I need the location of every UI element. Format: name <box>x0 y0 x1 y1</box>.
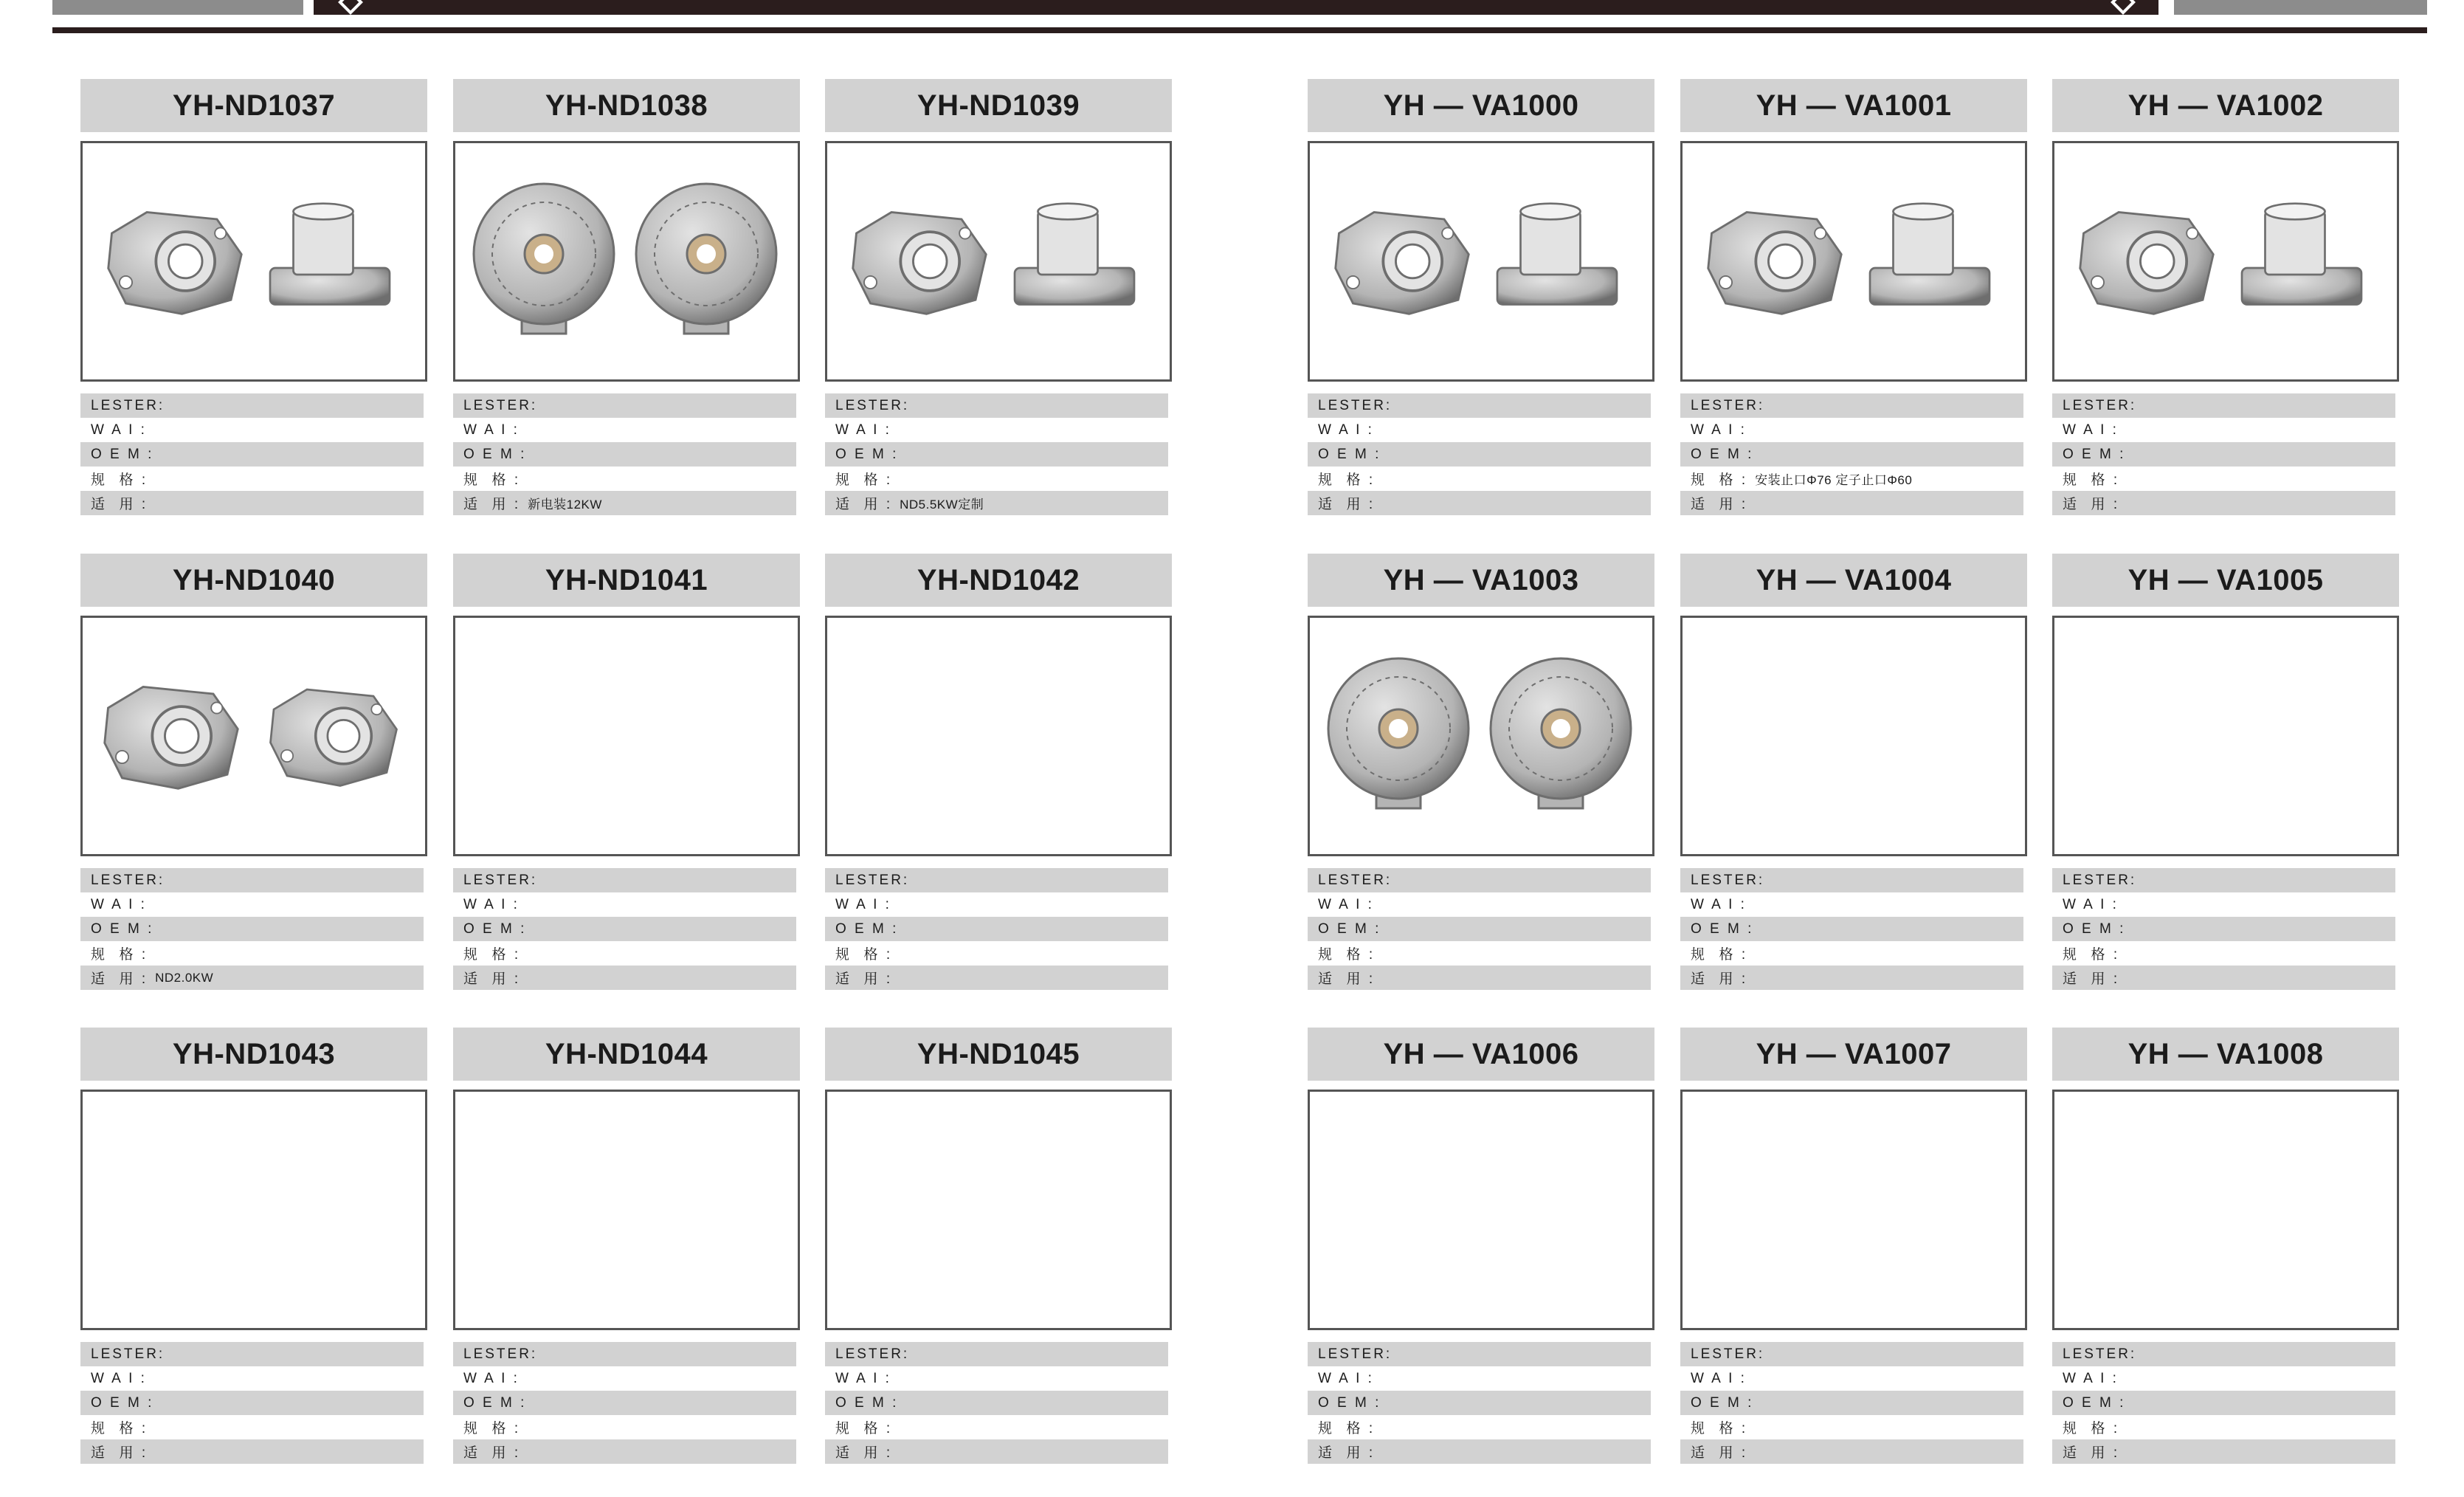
spec-label-use: 适 用 : <box>2063 1445 2120 1461</box>
spec-row-wai <box>2052 892 2395 917</box>
spec-row-wai <box>80 1366 424 1391</box>
spec-label-wai: W A I : <box>835 1370 891 1386</box>
header-grey-block-left <box>52 0 303 15</box>
spec-row-lester <box>2052 868 2395 892</box>
spec-row-oem <box>80 917 424 941</box>
product-code-label: YH — VA1006 <box>1308 1028 1654 1081</box>
product-code-label: YH — VA1008 <box>2052 1028 2399 1081</box>
spec-label-spec: 规 格 : <box>1318 1421 1376 1436</box>
diamond-icon-right <box>2111 0 2136 15</box>
spec-row-spec <box>453 467 796 491</box>
spec-row-use <box>1680 491 2023 515</box>
spec-row-oem <box>825 1391 1168 1415</box>
spec-label-use: 适 用 : <box>835 971 893 987</box>
spec-row-wai <box>1680 418 2023 442</box>
product-card <box>825 554 1172 990</box>
spec-row-oem <box>453 917 796 941</box>
product-code-label: YH — VA1003 <box>1308 554 1654 607</box>
product-photo-frame <box>1680 141 2027 382</box>
spec-row-oem <box>1308 917 1651 941</box>
spec-label-spec: 规 格 : <box>835 947 893 963</box>
spec-row-lester <box>1680 393 2023 418</box>
header-rule <box>52 27 2427 33</box>
product-card <box>453 1028 800 1464</box>
spec-list <box>825 393 1172 515</box>
spec-label-spec: 规 格 : <box>2063 472 2120 488</box>
spec-label-oem: O E M : <box>835 920 899 937</box>
product-card <box>1680 1028 2027 1464</box>
spec-row-use <box>80 491 424 515</box>
spec-label-oem: O E M : <box>1691 920 1754 937</box>
spec-list <box>80 393 427 515</box>
spec-list <box>453 1342 800 1464</box>
product-photo-frame <box>1308 1090 1654 1330</box>
spec-label-use: 适 用 : <box>2063 497 2120 512</box>
spec-row-spec <box>1680 1415 2023 1439</box>
spec-label-use: 适 用 : <box>463 1445 521 1461</box>
starter-housing-pair-photo <box>1683 143 2025 379</box>
spec-label-spec: 规 格 : <box>1318 947 1376 963</box>
product-photo-frame <box>825 1090 1172 1330</box>
spec-row-oem <box>1680 1391 2023 1415</box>
spec-row-lester <box>825 393 1168 418</box>
spec-label-oem: O E M : <box>2063 1394 2126 1411</box>
spec-row-wai <box>2052 418 2395 442</box>
product-photo-frame <box>453 1090 800 1330</box>
spec-row-spec <box>825 1415 1168 1439</box>
spec-row-lester <box>1308 1342 1651 1366</box>
spec-label-use: 适 用 : <box>1318 971 1376 987</box>
product-card <box>825 1028 1172 1464</box>
product-card <box>453 79 800 515</box>
product-code-label: YH-ND1043 <box>80 1028 427 1081</box>
product-card <box>825 79 1172 515</box>
product-photo-frame <box>1308 616 1654 856</box>
spec-label-lester: LESTER: <box>91 397 165 413</box>
drive-end-bracket-pair-photo <box>83 618 425 854</box>
spec-label-lester: LESTER: <box>835 397 910 413</box>
spec-row-oem <box>2052 442 2395 467</box>
product-card <box>2052 79 2399 515</box>
spec-row-wai <box>453 892 796 917</box>
spec-label-lester: LESTER: <box>91 1346 165 1362</box>
spec-value-use: ND2.0KW <box>155 970 214 985</box>
spec-label-wai: W A I : <box>1691 1370 1747 1386</box>
spec-label-use: 适 用 : <box>91 971 148 987</box>
spec-row-oem <box>1680 442 2023 467</box>
spec-row-oem <box>1308 1391 1651 1415</box>
spec-label-lester: LESTER: <box>1691 1346 1765 1362</box>
product-card <box>1680 79 2027 515</box>
product-card <box>80 1028 427 1464</box>
spec-row-spec <box>453 941 796 966</box>
spec-label-lester: LESTER: <box>91 872 165 888</box>
spec-row-spec <box>2052 1415 2395 1439</box>
product-card <box>1308 79 1654 515</box>
spec-label-lester: LESTER: <box>1691 872 1765 888</box>
spec-row-spec <box>80 1415 424 1439</box>
spec-row-use <box>825 491 1168 515</box>
spec-label-lester: LESTER: <box>463 872 538 888</box>
spec-label-spec: 规 格 : <box>463 947 521 963</box>
product-code-label: YH-ND1038 <box>453 79 800 132</box>
spec-label-oem: O E M : <box>1318 446 1381 462</box>
spec-row-wai <box>825 1366 1168 1391</box>
end-cover-disc-pair-photo <box>1310 618 1652 854</box>
product-code-label: YH-ND1037 <box>80 79 427 132</box>
spec-list <box>1680 868 2027 990</box>
spec-row-spec <box>2052 941 2395 966</box>
product-code-label: YH-ND1044 <box>453 1028 800 1081</box>
product-photo-frame <box>2052 1090 2399 1330</box>
spec-list <box>825 1342 1172 1464</box>
spec-row-lester <box>80 393 424 418</box>
spec-label-oem: O E M : <box>91 446 154 462</box>
product-code-label: YH — VA1004 <box>1680 554 2027 607</box>
spec-row-lester <box>453 868 796 892</box>
spec-row-wai <box>1680 1366 2023 1391</box>
spec-list <box>80 1342 427 1464</box>
spec-row-oem <box>1680 917 2023 941</box>
spec-label-wai: W A I : <box>2063 421 2119 438</box>
spec-value-spec: 安装止口Φ76 定子止口Φ60 <box>1755 473 1913 487</box>
spec-row-oem <box>1308 442 1651 467</box>
spec-label-spec: 规 格 : <box>1691 947 1748 963</box>
spec-label-lester: LESTER: <box>1318 397 1393 413</box>
spec-label-oem: O E M : <box>91 1394 154 1411</box>
spec-row-wai <box>1308 1366 1651 1391</box>
spec-label-wai: W A I : <box>835 896 891 912</box>
spec-label-oem: O E M : <box>463 920 527 937</box>
spec-list <box>825 868 1172 990</box>
spec-label-use: 适 用 : <box>835 497 893 512</box>
product-code-label: YH — VA1007 <box>1680 1028 2027 1081</box>
spec-row-lester <box>1680 1342 2023 1366</box>
spec-label-oem: O E M : <box>463 446 527 462</box>
spec-row-use <box>825 966 1168 990</box>
product-photo-frame <box>80 616 427 856</box>
spec-label-wai: W A I : <box>91 421 147 438</box>
spec-list <box>2052 393 2399 515</box>
spec-label-use: 适 用 : <box>1318 497 1376 512</box>
spec-list <box>1308 868 1654 990</box>
spec-row-use <box>1308 491 1651 515</box>
spec-label-lester: LESTER: <box>1318 872 1393 888</box>
product-photo-frame <box>1680 1090 2027 1330</box>
product-card <box>1680 554 2027 990</box>
product-card <box>80 554 427 990</box>
spec-list <box>1680 393 2027 515</box>
spec-label-spec: 规 格 : <box>1691 1421 1748 1436</box>
spec-row-wai <box>825 892 1168 917</box>
spec-value-use: 新电装12KW <box>528 498 602 512</box>
spec-row-use <box>1680 1439 2023 1464</box>
starter-housing-pair-photo <box>2054 143 2397 379</box>
spec-label-use: 适 用 : <box>91 1445 148 1461</box>
spec-row-lester <box>2052 1342 2395 1366</box>
starter-housing-pair-photo <box>1310 143 1652 379</box>
spec-label-spec: 规 格 : <box>835 472 893 488</box>
product-photo-frame <box>453 141 800 382</box>
product-card <box>1308 554 1654 990</box>
spec-row-wai <box>453 418 796 442</box>
spec-row-lester <box>453 1342 796 1366</box>
product-photo-frame <box>825 141 1172 382</box>
product-photo-frame <box>1308 141 1654 382</box>
spec-row-lester <box>453 393 796 418</box>
spec-label-lester: LESTER: <box>2063 872 2137 888</box>
spec-row-lester <box>2052 393 2395 418</box>
spec-row-spec <box>825 467 1168 491</box>
product-photo-frame <box>2052 141 2399 382</box>
spec-row-use <box>2052 966 2395 990</box>
spec-label-wai: W A I : <box>2063 896 2119 912</box>
product-card <box>2052 1028 2399 1464</box>
spec-label-lester: LESTER: <box>835 872 910 888</box>
spec-row-use <box>2052 491 2395 515</box>
spec-label-lester: LESTER: <box>463 1346 538 1362</box>
spec-list <box>1680 1342 2027 1464</box>
spec-row-wai <box>2052 1366 2395 1391</box>
header-dark-bar <box>314 0 2158 15</box>
spec-row-lester <box>80 1342 424 1366</box>
spec-label-lester: LESTER: <box>1691 397 1765 413</box>
spec-label-lester: LESTER: <box>1318 1346 1393 1362</box>
spec-row-spec <box>825 941 1168 966</box>
spec-row-spec <box>1308 941 1651 966</box>
product-photo-frame <box>80 1090 427 1330</box>
spec-label-spec: 规 格 : <box>2063 1421 2120 1436</box>
spec-value-use: ND5.5KW定制 <box>900 498 984 512</box>
spec-label-use: 适 用 : <box>1318 1445 1376 1461</box>
spec-row-spec <box>2052 467 2395 491</box>
spec-label-oem: O E M : <box>1691 446 1754 462</box>
spec-row-lester <box>825 1342 1168 1366</box>
spec-row-spec <box>453 1415 796 1439</box>
product-card <box>1308 1028 1654 1464</box>
spec-row-use <box>825 1439 1168 1464</box>
header-grey-block-right <box>2174 0 2427 15</box>
spec-label-spec: 规 格 : <box>1318 472 1376 488</box>
spec-label-use: 适 用 : <box>1691 1445 1748 1461</box>
product-photo-frame <box>453 616 800 856</box>
spec-label-wai: W A I : <box>1318 896 1374 912</box>
spec-label-oem: O E M : <box>2063 446 2126 462</box>
spec-label-oem: O E M : <box>91 920 154 937</box>
spec-label-oem: O E M : <box>1318 920 1381 937</box>
spec-label-use: 适 用 : <box>463 971 521 987</box>
spec-row-wai <box>453 1366 796 1391</box>
spec-row-oem <box>825 442 1168 467</box>
product-photo-frame <box>1680 616 2027 856</box>
spec-list <box>453 868 800 990</box>
spec-row-wai <box>1308 892 1651 917</box>
product-code-label: YH — VA1001 <box>1680 79 2027 132</box>
catalog-header-band <box>0 0 2464 37</box>
spec-row-use <box>1308 966 1651 990</box>
product-card <box>2052 554 2399 990</box>
spec-label-wai: W A I : <box>1691 421 1747 438</box>
product-code-label: YH — VA1002 <box>2052 79 2399 132</box>
spec-label-oem: O E M : <box>463 1394 527 1411</box>
spec-row-lester <box>80 868 424 892</box>
spec-row-spec <box>1308 467 1651 491</box>
spec-label-spec: 规 格 : <box>91 947 148 963</box>
spec-row-oem <box>453 442 796 467</box>
spec-row-oem <box>80 1391 424 1415</box>
spec-row-spec <box>80 467 424 491</box>
spec-row-use <box>2052 1439 2395 1464</box>
spec-label-oem: O E M : <box>1318 1394 1381 1411</box>
spec-row-use <box>1308 1439 1651 1464</box>
spec-label-wai: W A I : <box>835 421 891 438</box>
spec-label-wai: W A I : <box>463 421 520 438</box>
spec-row-lester <box>1680 868 2023 892</box>
product-code-label: YH — VA1005 <box>2052 554 2399 607</box>
spec-list <box>2052 868 2399 990</box>
spec-label-lester: LESTER: <box>463 397 538 413</box>
spec-label-wai: W A I : <box>91 896 147 912</box>
product-card <box>80 79 427 515</box>
spec-row-wai <box>80 892 424 917</box>
spec-row-spec <box>1680 467 2023 491</box>
product-code-label: YH-ND1045 <box>825 1028 1172 1081</box>
spec-label-wai: W A I : <box>1318 1370 1374 1386</box>
spec-row-lester <box>1308 868 1651 892</box>
spec-label-spec: 规 格 : <box>463 1421 521 1436</box>
spec-list <box>453 393 800 515</box>
product-code-label: YH-ND1039 <box>825 79 1172 132</box>
spec-label-wai: W A I : <box>1691 896 1747 912</box>
product-code-label: YH-ND1042 <box>825 554 1172 607</box>
spec-label-oem: O E M : <box>835 1394 899 1411</box>
product-photo-frame <box>2052 616 2399 856</box>
spec-label-lester: LESTER: <box>835 1346 910 1362</box>
spec-label-oem: O E M : <box>1691 1394 1754 1411</box>
spec-row-oem <box>2052 1391 2395 1415</box>
spec-row-oem <box>80 442 424 467</box>
spec-row-use <box>453 491 796 515</box>
spec-row-use <box>453 1439 796 1464</box>
spec-row-use <box>80 966 424 990</box>
starter-housing-pair-photo <box>83 143 425 379</box>
diamond-icon-left <box>338 0 363 15</box>
spec-label-wai: W A I : <box>463 896 520 912</box>
spec-list <box>1308 393 1654 515</box>
spec-label-spec: 规 格 : <box>2063 947 2120 963</box>
spec-row-spec <box>1680 941 2023 966</box>
spec-row-spec <box>1308 1415 1651 1439</box>
spec-label-spec: 规 格 : <box>91 1421 148 1436</box>
spec-row-use <box>453 966 796 990</box>
spec-label-use: 适 用 : <box>1691 971 1748 987</box>
product-photo-frame <box>80 141 427 382</box>
spec-row-wai <box>825 418 1168 442</box>
spec-label-use: 适 用 : <box>463 497 521 512</box>
spec-list <box>2052 1342 2399 1464</box>
spec-label-lester: LESTER: <box>2063 1346 2137 1362</box>
spec-label-oem: O E M : <box>835 446 899 462</box>
spec-label-spec: 规 格 : <box>835 1421 893 1436</box>
starter-housing-pair-photo <box>827 143 1170 379</box>
spec-label-use: 适 用 : <box>2063 971 2120 987</box>
spec-row-oem <box>453 1391 796 1415</box>
spec-label-lester: LESTER: <box>2063 397 2137 413</box>
product-photo-frame <box>825 616 1172 856</box>
spec-label-spec: 规 格 : <box>463 472 521 488</box>
spec-row-use <box>1680 966 2023 990</box>
spec-label-use: 适 用 : <box>835 1445 893 1461</box>
spec-label-use: 适 用 : <box>1691 497 1748 512</box>
spec-list <box>80 868 427 990</box>
spec-row-wai <box>1680 892 2023 917</box>
product-code-label: YH-ND1041 <box>453 554 800 607</box>
end-cover-disc-pair-photo <box>455 143 798 379</box>
spec-row-wai <box>80 418 424 442</box>
spec-label-spec: 规 格 : <box>1691 472 1748 488</box>
spec-row-spec <box>80 941 424 966</box>
spec-row-use <box>80 1439 424 1464</box>
spec-row-lester <box>1308 393 1651 418</box>
spec-row-lester <box>825 868 1168 892</box>
spec-label-wai: W A I : <box>463 1370 520 1386</box>
spec-label-oem: O E M : <box>2063 920 2126 937</box>
spec-label-wai: W A I : <box>2063 1370 2119 1386</box>
spec-label-spec: 规 格 : <box>91 472 148 488</box>
spec-row-oem <box>825 917 1168 941</box>
spec-label-wai: W A I : <box>91 1370 147 1386</box>
product-card <box>453 554 800 990</box>
product-code-label: YH — VA1000 <box>1308 79 1654 132</box>
spec-row-oem <box>2052 917 2395 941</box>
product-code-label: YH-ND1040 <box>80 554 427 607</box>
spec-label-wai: W A I : <box>1318 421 1374 438</box>
spec-list <box>1308 1342 1654 1464</box>
spec-row-wai <box>1308 418 1651 442</box>
spec-label-use: 适 用 : <box>91 497 148 512</box>
